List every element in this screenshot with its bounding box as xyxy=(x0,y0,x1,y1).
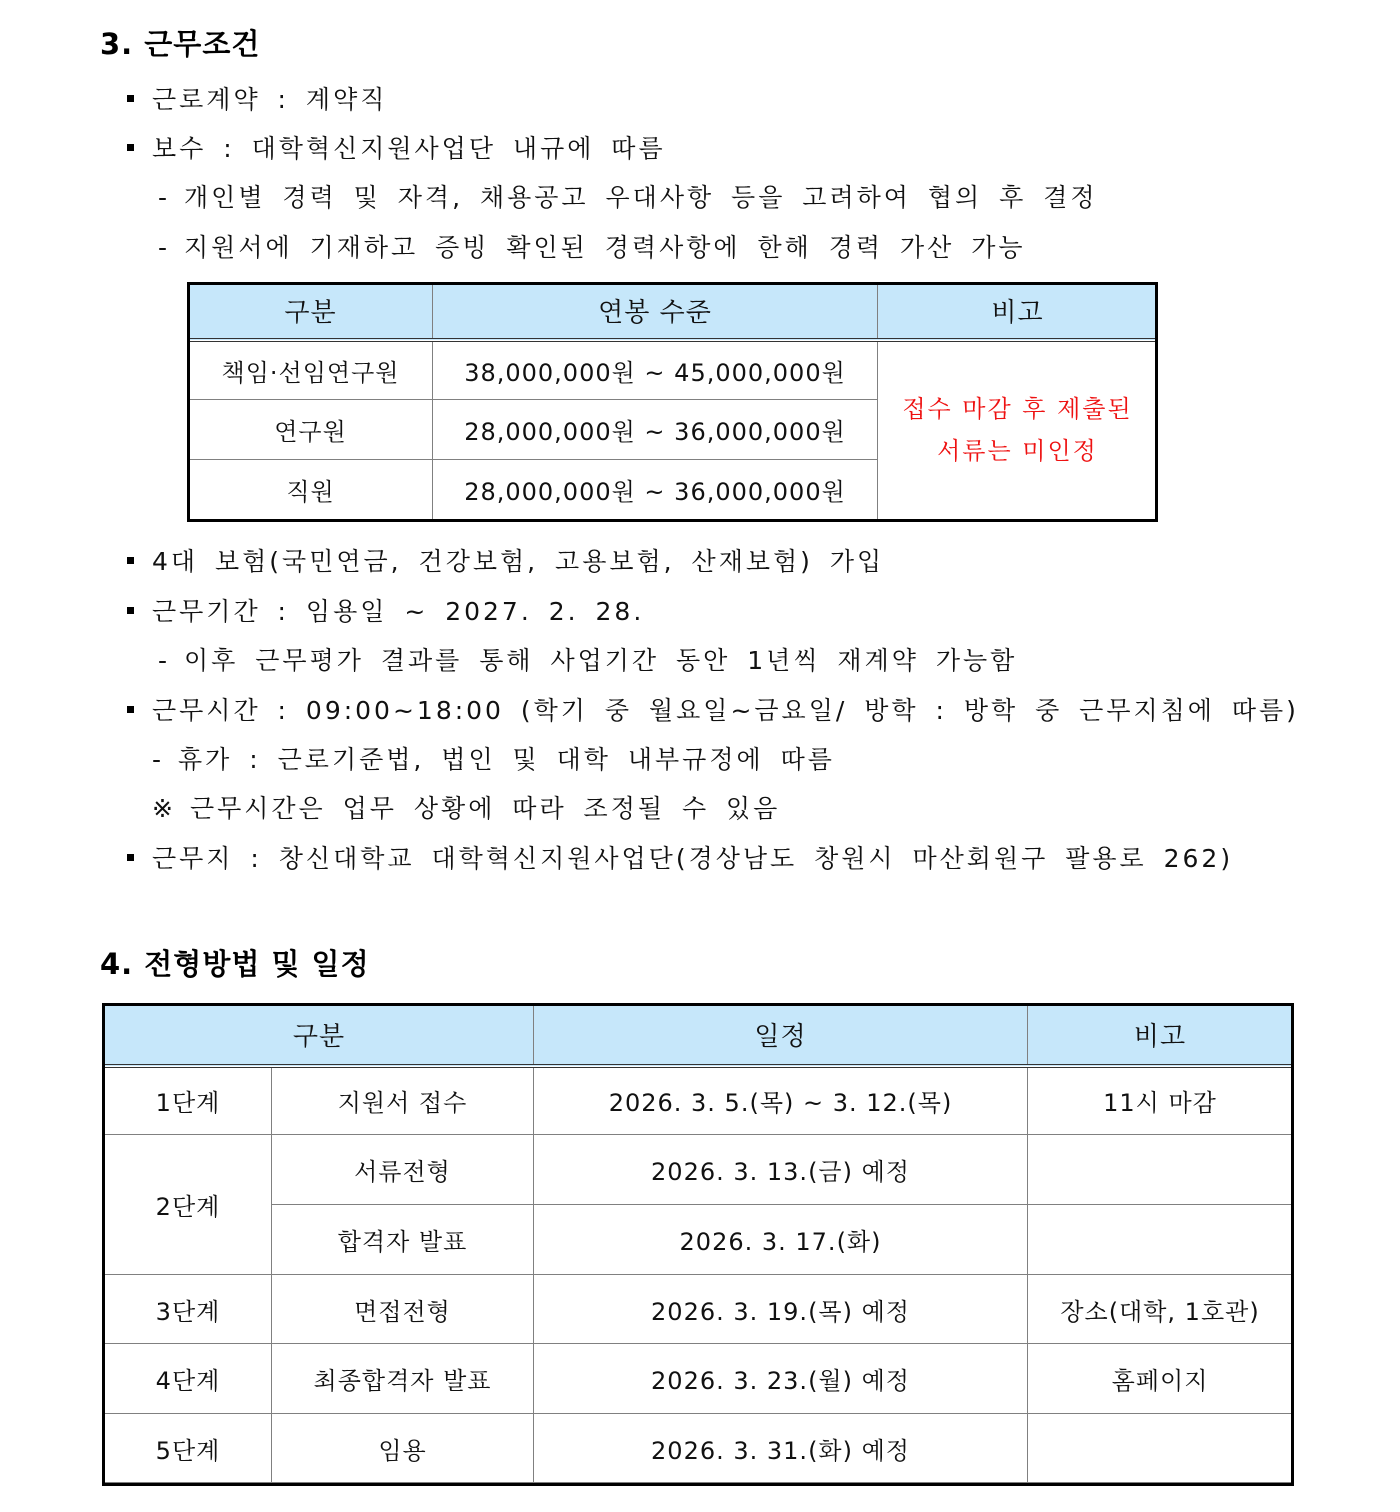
sub-item-career-bonus xyxy=(158,228,1026,264)
cell-stage: 3단계 xyxy=(105,1275,272,1344)
header-note: 비고 xyxy=(878,284,1158,340)
cell-step: 서류전형 xyxy=(272,1135,534,1205)
cell-salary: 28,000,000원 ~ 36,000,000원 xyxy=(433,400,878,460)
cell-category: 책임·선임연구원 xyxy=(189,340,433,400)
cell-date: 2026. 3. 23.(월) 예정 xyxy=(534,1344,1028,1414)
cell-date: 2026. 3. 5.(목) ~ 3. 12.(목) xyxy=(534,1066,1028,1135)
header-category: 구분 xyxy=(105,1006,534,1066)
salary-table-header xyxy=(189,284,1158,340)
cell-stage: 1단계 xyxy=(105,1066,272,1135)
reference-mark-icon: ※ xyxy=(152,794,176,823)
header-schedule: 일정 xyxy=(534,1006,1028,1066)
cell-stage: 5단계 xyxy=(105,1414,272,1483)
header-note: 비고 xyxy=(1028,1006,1293,1066)
list-item-text: 보수 : 대학혁신지원사업단 내규에 따름 xyxy=(152,134,666,163)
sub-item-text: 이후 근무평가 결과를 통해 사업기간 동안 1년씩 재계약 가능함 xyxy=(184,646,1018,675)
list-item-text: 근무시간 : 09:00~18:00 (학기 중 월요일~금요일/ 방학 : 방학 중 근무지침에 따름) xyxy=(152,696,1299,725)
table-row xyxy=(189,340,1158,400)
header-category: 구분 xyxy=(189,284,433,340)
cell-step: 합격자 발표 xyxy=(272,1205,534,1275)
cell-date: 2026. 3. 17.(화) xyxy=(534,1205,1028,1275)
table-row xyxy=(105,1135,1293,1205)
list-item-text: 근로계약 : 계약직 xyxy=(152,85,388,114)
list-item-workplace xyxy=(127,839,1233,875)
cell-category: 직원 xyxy=(189,460,433,520)
schedule-table xyxy=(104,1005,1293,1483)
square-bullet-icon xyxy=(127,557,134,564)
list-item-hours xyxy=(127,691,1299,727)
dash-marker: - xyxy=(158,646,171,675)
cell-step: 임용 xyxy=(272,1414,534,1483)
cell-note-late-submission xyxy=(878,340,1158,520)
cell-category: 연구원 xyxy=(189,400,433,460)
note-line-2: 서류는 미인정 xyxy=(937,437,1098,466)
cell-note xyxy=(1028,1414,1293,1483)
list-item-text: 근무기간 : 임용일 ~ 2027. 2. 28. xyxy=(152,597,645,626)
list-item-contract xyxy=(127,80,387,116)
salary-table xyxy=(188,283,1158,520)
list-item-text: 근무지 : 창신대학교 대학혁신지원사업단(경상남도 창원시 마산회원구 팔용로 262) xyxy=(152,844,1234,873)
table-row xyxy=(105,1275,1293,1344)
square-bullet-icon xyxy=(127,144,134,151)
cell-salary: 38,000,000원 ~ 45,000,000원 xyxy=(433,340,878,400)
note-line-1: 접수 마감 후 제출된 xyxy=(902,395,1133,424)
section-4-title: 4. 전형방법 및 일정 xyxy=(100,947,370,981)
dash-marker: - xyxy=(158,233,171,262)
cell-note: 홈페이지 xyxy=(1028,1344,1293,1414)
cell-note: 장소(대학, 1호관) xyxy=(1028,1275,1293,1344)
sub-item-renewal xyxy=(158,641,1017,677)
table-row xyxy=(105,1414,1293,1483)
list-item-pay xyxy=(127,129,666,165)
square-bullet-icon xyxy=(127,706,134,713)
cell-step: 지원서 접수 xyxy=(272,1066,534,1135)
cell-salary: 28,000,000원 ~ 36,000,000원 xyxy=(433,460,878,520)
cell-date: 2026. 3. 13.(금) 예정 xyxy=(534,1135,1028,1205)
list-item-text: 4대 보험(국민연금, 건강보험, 고용보험, 산재보험) 가입 xyxy=(152,547,885,576)
cell-date: 2026. 3. 31.(화) 예정 xyxy=(534,1414,1028,1483)
sub-item-text: 휴가 : 근로기준법, 법인 및 대학 내부규정에 따름 xyxy=(178,745,835,774)
cell-stage: 4단계 xyxy=(105,1344,272,1414)
cell-step: 면접전형 xyxy=(272,1275,534,1344)
sub-item-text: 지원서에 기재하고 증빙 확인된 경력사항에 한해 경력 가산 가능 xyxy=(184,233,1026,262)
table-row xyxy=(105,1066,1293,1135)
note-text: 근무시간은 업무 상황에 따라 조정될 수 있음 xyxy=(189,794,781,823)
cell-note: 11시 마감 xyxy=(1028,1066,1293,1135)
square-bullet-icon xyxy=(127,607,134,614)
table-row xyxy=(105,1205,1293,1275)
dash-marker: - xyxy=(152,745,165,774)
schedule-table-header xyxy=(105,1006,1293,1066)
sub-item-leave xyxy=(152,740,835,776)
cell-date: 2026. 3. 19.(목) 예정 xyxy=(534,1275,1028,1344)
sub-item-pay-decision xyxy=(158,178,1098,214)
square-bullet-icon xyxy=(127,854,134,861)
cell-stage: 2단계 xyxy=(105,1135,272,1275)
header-salary: 연봉 수준 xyxy=(433,284,878,340)
dash-marker: - xyxy=(158,183,171,212)
list-item-period xyxy=(127,592,644,628)
table-row xyxy=(105,1344,1293,1414)
sub-item-text: 개인별 경력 및 자격, 채용공고 우대사항 등을 고려하여 협의 후 결정 xyxy=(184,183,1098,212)
cell-note xyxy=(1028,1205,1293,1275)
cell-note xyxy=(1028,1135,1293,1205)
square-bullet-icon xyxy=(127,95,134,102)
cell-step: 최종합격자 발표 xyxy=(272,1344,534,1414)
note-hours-adjustable xyxy=(152,789,780,825)
list-item-insurance xyxy=(127,542,884,578)
section-3-title: 3. 근무조건 xyxy=(100,27,261,61)
